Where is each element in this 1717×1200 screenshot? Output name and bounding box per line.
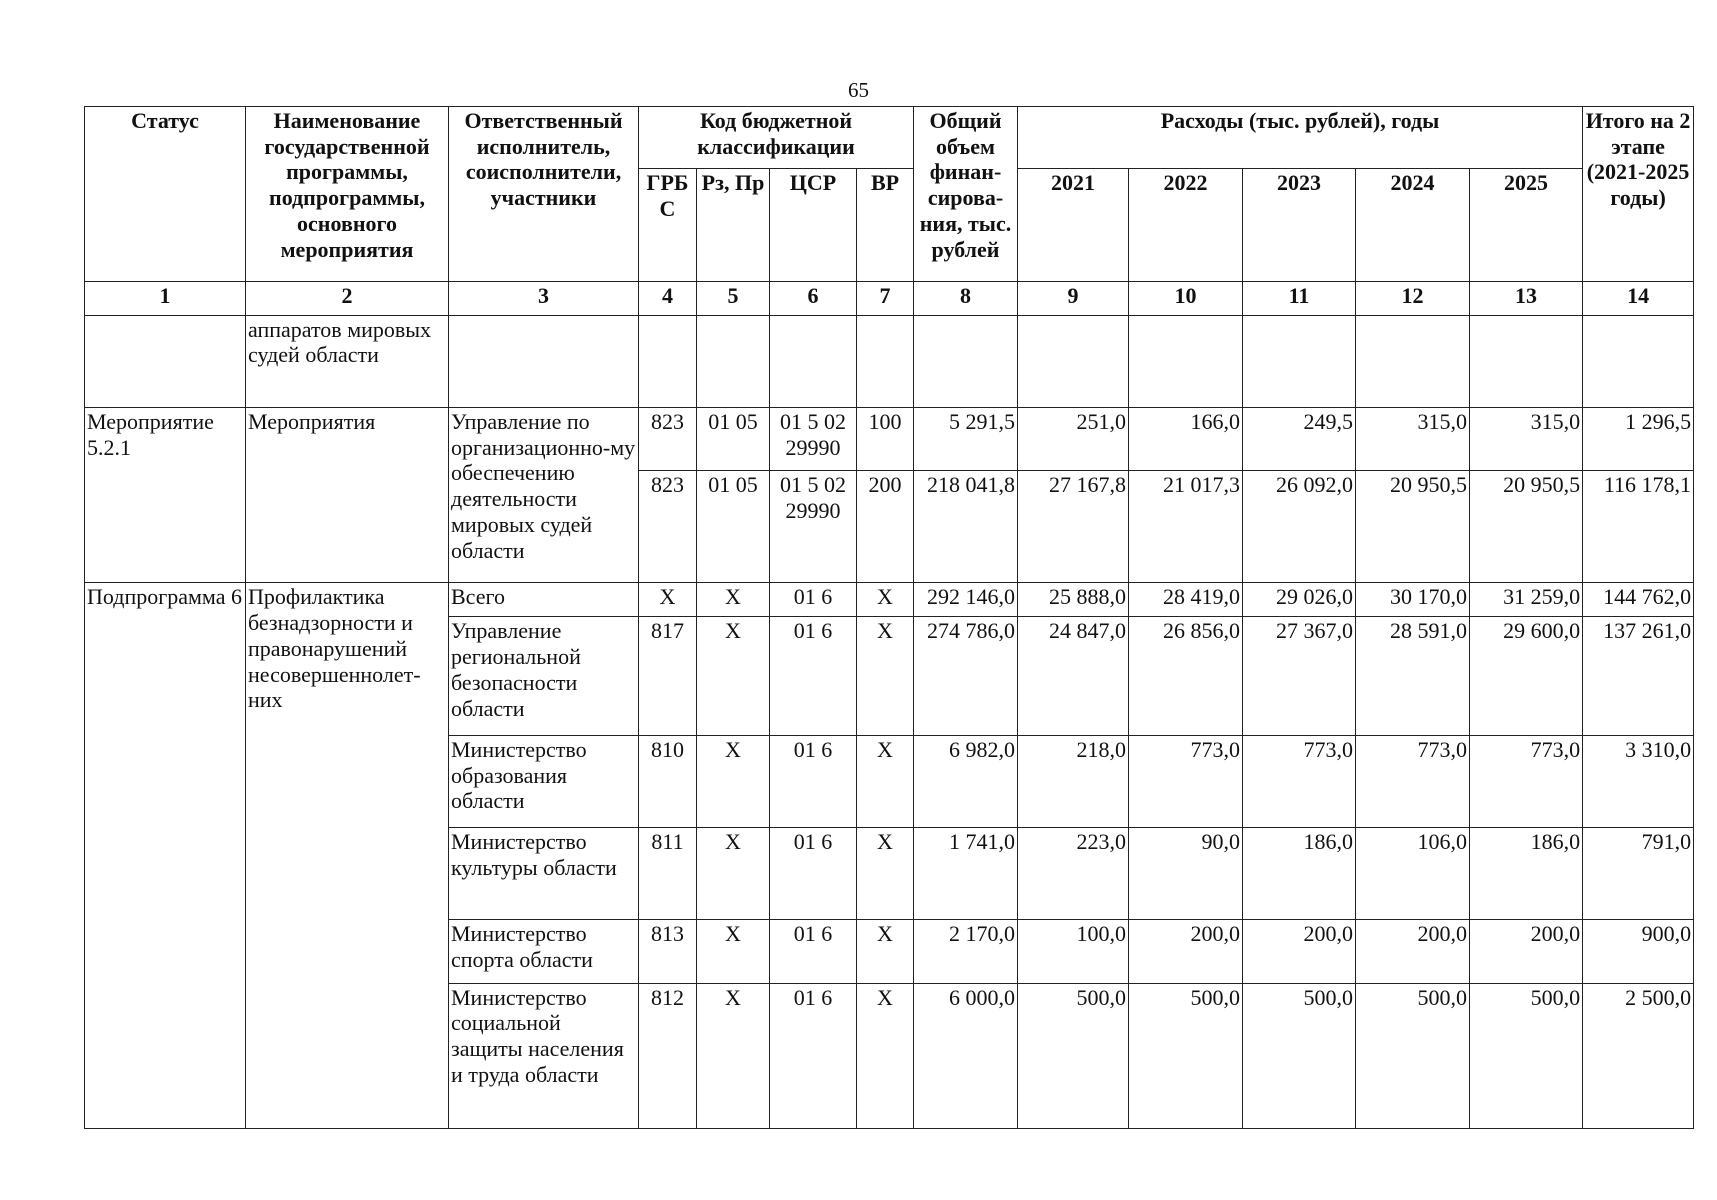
header-year-2023: 2023 — [1243, 169, 1356, 281]
column-number: 12 — [1356, 281, 1470, 315]
status-cell: Подпрограмма 6 — [85, 583, 246, 1129]
name-cell: Профилактика безнадзорности и правонарушений несовершеннолет-них — [246, 583, 449, 1129]
vr-cell: Х — [857, 983, 914, 1129]
page-number: 65 — [848, 78, 869, 102]
header-year-2025: 2025 — [1470, 169, 1583, 281]
budget-table — [84, 106, 1694, 1129]
year-2025-cell: 20 950,5 — [1470, 471, 1583, 583]
status-cell: Мероприятие 5.2.1 — [85, 407, 246, 583]
total-cell: 274 786,0 — [914, 617, 1018, 735]
header-year-2021: 2021 — [1018, 169, 1129, 281]
vr-cell: 200 — [857, 471, 914, 583]
executor-cell: Министерство спорта области — [449, 920, 639, 983]
grbs-cell: 811 — [639, 828, 697, 920]
year-2021-cell: 218,0 — [1018, 735, 1129, 827]
status-cell — [85, 315, 246, 407]
year-2023-cell — [1243, 315, 1356, 407]
year-2023-cell: 249,5 — [1243, 407, 1356, 470]
year-2025-cell: 31 259,0 — [1470, 583, 1583, 617]
year-2021-cell: 25 888,0 — [1018, 583, 1129, 617]
header-status: Статус — [85, 107, 246, 282]
csr-cell: 01 6 — [770, 617, 857, 735]
header-year-2024: 2024 — [1356, 169, 1470, 281]
column-number: 13 — [1470, 281, 1583, 315]
year-2023-cell: 26 092,0 — [1243, 471, 1356, 583]
stage-total-cell: 791,0 — [1583, 828, 1694, 920]
year-2022-cell: 21 017,3 — [1129, 471, 1243, 583]
header-name: Наименование государственной программы, подпрограммы, основного мероприятия — [246, 107, 449, 282]
year-2022-cell: 90,0 — [1129, 828, 1243, 920]
year-2025-cell: 500,0 — [1470, 983, 1583, 1129]
column-number: 8 — [914, 281, 1018, 315]
header-rzpr: Рз, Пр — [697, 169, 770, 281]
grbs-cell: 823 — [639, 471, 697, 583]
year-2021-cell: 27 167,8 — [1018, 471, 1129, 583]
header-csr: ЦСР — [770, 169, 857, 281]
grbs-cell: 823 — [639, 407, 697, 470]
year-2023-cell: 200,0 — [1243, 920, 1356, 983]
year-2025-cell: 186,0 — [1470, 828, 1583, 920]
csr-cell: 01 6 — [770, 828, 857, 920]
rzpr-cell: Х — [697, 983, 770, 1129]
stage-total-cell: 3 310,0 — [1583, 735, 1694, 827]
vr-cell: Х — [857, 617, 914, 735]
stage-total-cell: 1 296,5 — [1583, 407, 1694, 470]
year-2024-cell: 315,0 — [1356, 407, 1470, 470]
stage-total-cell: 144 762,0 — [1583, 583, 1694, 617]
column-number: 10 — [1129, 281, 1243, 315]
header-total-volume: Общий объем финан-сирова-ния, тыс. рублей — [914, 107, 1018, 282]
rzpr-cell: Х — [697, 920, 770, 983]
stage-total-cell — [1583, 315, 1694, 407]
total-cell: 6 982,0 — [914, 735, 1018, 827]
column-number: 9 — [1018, 281, 1129, 315]
total-cell — [914, 315, 1018, 407]
year-2022-cell — [1129, 315, 1243, 407]
year-2022-cell: 773,0 — [1129, 735, 1243, 827]
stage-total-cell: 2 500,0 — [1583, 983, 1694, 1129]
year-2022-cell: 28 419,0 — [1129, 583, 1243, 617]
year-2024-cell: 20 950,5 — [1356, 471, 1470, 583]
executor-cell: Министерство образования области — [449, 735, 639, 827]
stage-total-cell: 116 178,1 — [1583, 471, 1694, 583]
column-number: 11 — [1243, 281, 1356, 315]
year-2022-cell: 500,0 — [1129, 983, 1243, 1129]
year-2022-cell: 166,0 — [1129, 407, 1243, 470]
column-number: 7 — [857, 281, 914, 315]
header-year-2022: 2022 — [1129, 169, 1243, 281]
year-2023-cell: 27 367,0 — [1243, 617, 1356, 735]
total-cell: 6 000,0 — [914, 983, 1018, 1129]
year-2025-cell: 773,0 — [1470, 735, 1583, 827]
rzpr-cell — [697, 315, 770, 407]
table-row — [85, 583, 1694, 617]
year-2021-cell: 24 847,0 — [1018, 617, 1129, 735]
csr-cell: 01 6 — [770, 983, 857, 1129]
column-number: 2 — [246, 281, 449, 315]
grbs-cell: 817 — [639, 617, 697, 735]
grbs-cell: 813 — [639, 920, 697, 983]
rzpr-cell: Х — [697, 617, 770, 735]
year-2024-cell: 500,0 — [1356, 983, 1470, 1129]
year-2023-cell: 773,0 — [1243, 735, 1356, 827]
total-cell: 2 170,0 — [914, 920, 1018, 983]
year-2024-cell: 773,0 — [1356, 735, 1470, 827]
total-cell: 1 741,0 — [914, 828, 1018, 920]
column-number: 1 — [85, 281, 246, 315]
vr-cell: Х — [857, 828, 914, 920]
executor-cell: Министерство социальной защиты населения и труда области — [449, 983, 639, 1129]
executor-cell: Всего — [449, 583, 639, 617]
total-cell: 292 146,0 — [914, 583, 1018, 617]
year-2021-cell: 223,0 — [1018, 828, 1129, 920]
executor-cell — [449, 315, 639, 407]
csr-cell: 01 6 — [770, 735, 857, 827]
year-2021-cell: 251,0 — [1018, 407, 1129, 470]
year-2024-cell: 106,0 — [1356, 828, 1470, 920]
header-expenses-group: Расходы (тыс. рублей), годы — [1018, 107, 1583, 169]
total-cell: 5 291,5 — [914, 407, 1018, 470]
csr-cell: 01 5 02 29990 — [770, 471, 857, 583]
year-2023-cell: 500,0 — [1243, 983, 1356, 1129]
year-2025-cell: 315,0 — [1470, 407, 1583, 470]
vr-cell: Х — [857, 920, 914, 983]
grbs-cell: 810 — [639, 735, 697, 827]
name-cell: аппаратов мировых судей области — [246, 315, 449, 407]
vr-cell: 100 — [857, 407, 914, 470]
vr-cell: Х — [857, 583, 914, 617]
year-2024-cell: 30 170,0 — [1356, 583, 1470, 617]
table-row — [85, 315, 1694, 407]
year-2022-cell: 200,0 — [1129, 920, 1243, 983]
header-code-group: Код бюджетной классификации — [639, 107, 914, 169]
rzpr-cell: Х — [697, 828, 770, 920]
table-row — [85, 407, 1694, 470]
header-vr: ВР — [857, 169, 914, 281]
stage-total-cell: 900,0 — [1583, 920, 1694, 983]
grbs-cell: Х — [639, 583, 697, 617]
year-2025-cell: 200,0 — [1470, 920, 1583, 983]
stage-total-cell: 137 261,0 — [1583, 617, 1694, 735]
name-cell: Мероприятия — [246, 407, 449, 583]
column-number: 14 — [1583, 281, 1694, 315]
rzpr-cell: 01 05 — [697, 471, 770, 583]
year-2025-cell: 29 600,0 — [1470, 617, 1583, 735]
year-2022-cell: 26 856,0 — [1129, 617, 1243, 735]
csr-cell — [770, 315, 857, 407]
rzpr-cell: 01 05 — [697, 407, 770, 470]
grbs-cell: 812 — [639, 983, 697, 1129]
executor-cell: Управление по организационно-му обеспечению деятельности мировых судей области — [449, 407, 639, 583]
vr-cell: Х — [857, 735, 914, 827]
header-grbs: ГРБ С — [639, 169, 697, 281]
year-2023-cell: 29 026,0 — [1243, 583, 1356, 617]
column-number: 6 — [770, 281, 857, 315]
executor-cell: Управление региональной безопасности области — [449, 617, 639, 735]
grbs-cell — [639, 315, 697, 407]
header-stage-total: Итого на 2 этапе (2021-2025 годы) — [1583, 107, 1694, 282]
year-2021-cell — [1018, 315, 1129, 407]
column-number: 5 — [697, 281, 770, 315]
csr-cell: 01 6 — [770, 583, 857, 617]
header-executor: Ответственный исполнитель, соисполнители, участники — [449, 107, 639, 282]
column-number: 3 — [449, 281, 639, 315]
year-2024-cell: 200,0 — [1356, 920, 1470, 983]
rzpr-cell: Х — [697, 583, 770, 617]
rzpr-cell: Х — [697, 735, 770, 827]
year-2021-cell: 100,0 — [1018, 920, 1129, 983]
executor-cell: Министерство культуры области — [449, 828, 639, 920]
year-2025-cell — [1470, 315, 1583, 407]
csr-cell: 01 6 — [770, 920, 857, 983]
year-2023-cell: 186,0 — [1243, 828, 1356, 920]
year-2024-cell — [1356, 315, 1470, 407]
year-2024-cell: 28 591,0 — [1356, 617, 1470, 735]
year-2021-cell: 500,0 — [1018, 983, 1129, 1129]
column-number: 4 — [639, 281, 697, 315]
vr-cell — [857, 315, 914, 407]
total-cell: 218 041,8 — [914, 471, 1018, 583]
csr-cell: 01 5 02 29990 — [770, 407, 857, 470]
